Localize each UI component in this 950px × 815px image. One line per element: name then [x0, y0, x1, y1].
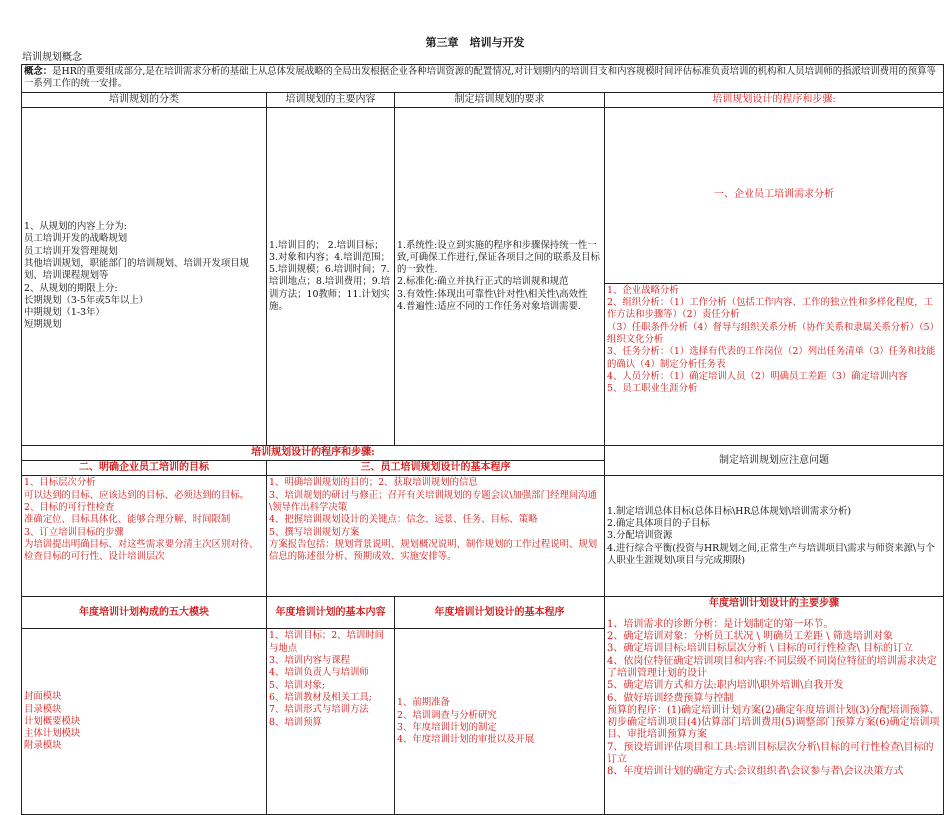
annual-content-line: 8、培训预算	[269, 716, 322, 728]
content-header: 培训规划的主要内容	[267, 92, 395, 107]
classification-header: 培训规划的分类	[22, 92, 267, 107]
notes-cell	[605, 476, 944, 597]
basic-procedure-line: 5、撰写培训规划方案	[269, 526, 360, 538]
annual-content-line: 4、培训负责人与培训师	[269, 667, 369, 679]
annual-step-line: 4、依岗位特征确定培训项目和内容:不同层级不同岗位特征的培训需求决定了培训管理计划的设计	[607, 655, 937, 679]
notes-line: 1.制定培训总体目标(总体目标\HR总体规划\培训需求分析)	[607, 505, 852, 517]
annual-design-line: 4、年度培训计划的审批以及开展	[397, 734, 535, 746]
basic-procedure-line: 4、把握培训规划设计的关键点：信念、远景、任务、目标、策略	[269, 514, 538, 526]
classification-line: 员工培训开发的战略规划	[24, 233, 128, 245]
goal-line: 准确定位、目标具体化、能够合理分解、时间限制	[24, 514, 231, 526]
basic-procedure-line: 3、培训规划的研讨与修正；召开有关培训规划的专题会议\加强部门经理间沟通\领导作出科学决策	[269, 489, 597, 514]
classification-line: 2、从规划的期限上分:	[24, 282, 118, 294]
annual-design-header: 年度培训计划设计的基本程序	[395, 597, 605, 629]
notes-line: 2.确定具体项目的子目标	[607, 518, 710, 530]
goal-line: 1、目标层次分析	[24, 477, 96, 489]
concept-cell	[22, 65, 944, 93]
needs-analysis-line: 5、员工职业生涯分析	[607, 383, 698, 395]
goal-cell	[22, 476, 267, 597]
needs-analysis-header: 一、企业员工培训需求分析	[605, 107, 944, 283]
annual-step-line: 5、确定培训方式和方法:职内培训\职外培训\自我开发	[607, 680, 844, 692]
module-line: 附录模块	[24, 740, 62, 752]
goal-line: 可以达到的目标、应该达到的目标、必须达到的目标。	[24, 489, 250, 501]
goal-line: 3、订立培训目标的步骤	[24, 526, 124, 538]
content-text: 1.培训目的； 2.培训目标；3.对象和内容；4.培训范围；5.培训规模；6.培训时间；7.培训地点；8.培训费用；9.培训方法；10教师；11.计划实施。	[269, 239, 391, 312]
notes-line: 3.分配培训资源	[607, 530, 673, 542]
requirement-line: 3.有效性:体现出可靠性\针对性\相关性\高效性	[397, 288, 588, 300]
basic-procedure-line: 方案报告包括：规划背景说明、规划概况说明、制作规划的工作过程说明、规划信息的陈述很分析、预期成效、实施安排等。	[269, 538, 598, 563]
needs-analysis-line: 2、组织分析：（1）工作分析（包括工作内容、工作的独立性和多样化程度，工作方法和步骤等）（2）责任分析	[607, 297, 933, 321]
needs-analysis-cell	[605, 283, 944, 445]
annual-step-line: 7、预设培训评估项目和工具:培训目标层次分析\目标的可行性检查\目标的订立	[607, 741, 934, 766]
notes-header: 制定培训规划应注意问题	[605, 445, 944, 476]
design-procedure-header: 培训规划设计的程序和步骤:	[22, 445, 605, 460]
planning-table	[21, 64, 944, 815]
needs-analysis-line: 4、人员分析：（1）确定培训人员（2）明确员工差距（3）确定培训内容	[607, 370, 908, 382]
annual-design-cell	[395, 629, 605, 815]
classification-line: 其他培训规划，职能部门的培训规划、培训开发项目规划、培训课程规划等	[24, 257, 250, 282]
classification-line: 1、从规划的内容上分为:	[24, 221, 127, 233]
annual-content-line: 7、培训形式与培训方法	[269, 704, 369, 716]
chapter-title: 第三章 培训与开发	[425, 36, 525, 49]
requirements-header: 制定培训规划的要求	[395, 92, 605, 107]
modules-cell	[22, 629, 267, 815]
basic-procedure-header: 三、员工培训规划设计的基本程序	[267, 461, 605, 476]
annual-content-line: 5、培训对象;	[269, 679, 325, 691]
needs-analysis-line: 1、企业战略分析	[607, 284, 679, 296]
module-line: 计划概要模块	[24, 715, 81, 727]
classification-line: 员工培训开发管理规划	[24, 245, 118, 257]
classification-line: 短期规划	[24, 319, 62, 331]
goal-line: 2、目标的可行性检查	[24, 502, 115, 514]
needs-analysis-line: 3、任务分析：（1）选择有代表的工作岗位（2）列出任务清单（3）任务和技能的确认（4）制定分析任务表	[607, 346, 936, 370]
annual-step-line: 8、年度培训计划的确定方式:会议组织者\会议参与者\会议决策方式	[607, 766, 904, 778]
requirements-cell	[395, 107, 605, 445]
annual-content-line: 6、培训教材及相关工具;	[269, 691, 372, 703]
annual-content-line: 3、培训内容与课程	[269, 655, 350, 667]
annual-steps-cell	[605, 597, 944, 815]
annual-content-line: 1、培训目标；2、培训时间与地点	[269, 630, 385, 654]
content-cell	[267, 107, 395, 445]
needs-analysis-line: （3）任职条件分析（4）督导与组织关系分析（协作关系和隶属关系分析）（5）组织文化分析	[607, 321, 939, 346]
basic-procedure-cell	[267, 476, 605, 597]
module-line: 主体计划模块	[24, 728, 81, 740]
classification-line: 中期规划（1-3年）	[24, 307, 105, 319]
goal-header: 二、明确企业员工培训的目标	[22, 461, 267, 476]
annual-step-line: 1、培训需求的诊断分析：是计划制定的第一环节。	[607, 618, 834, 630]
notes-line: 4.进行综合平衡(投资与HR规划之间,正常生产与培训项目\需求与师资来源\与个人职业生涯规划\项目与完成期限)	[607, 542, 935, 566]
concept-text: 是HR的重要组成部分,是在培训需求分析的基础上从总体发展战略的全局出发根据企业各种培训资源的配置情况,对计划期内的培训目支和内容规模时间评估标准负责培训的机构和人员培训师的指派培训费用的预算等一系列工作的统一安排。	[24, 66, 936, 90]
requirement-line: 4.普遍性:适应不同的工作任务对象培训需要.	[397, 300, 581, 312]
annual-design-line: 3、年度培训计划的制定	[397, 721, 497, 733]
annual-design-line: 1、前期准备	[397, 697, 450, 709]
annual-step-line: 预算的程序：(1)确定培训计划方案(2)确定年度培训计划(3)分配培训预算、初步确定培训项目(4)估算部门培训费用(5)调整部门预算方案(6)确定培训项目、审批培训预算方案	[607, 704, 940, 741]
section-title: 培训规划概念	[22, 52, 82, 63]
annual-content-header: 年度培训计划的基本内容	[267, 597, 395, 629]
concept-label: 概念：	[24, 66, 53, 77]
annual-step-line: 6、做好培训经费预算与控制	[607, 692, 734, 704]
procedure-header: 培训规划设计的程序和步骤:	[605, 92, 944, 107]
basic-procedure-line: 1、明确培训规划的目的；2、获取培训规划的信息	[269, 477, 478, 489]
goal-line: 为培训提出明确目标、对这些需求要分清主次区别对待、检查目标的可行性、设计培训层次	[24, 538, 259, 563]
classification-cell	[22, 107, 267, 445]
annual-content-cell	[267, 629, 395, 815]
module-line: 封面模块	[24, 691, 62, 703]
requirement-line: 2.标准化:确立并执行正式的培训规和规范	[397, 276, 569, 288]
annual-step-line: 2、确定培训对象：分析员工状况 \ 明确员工差距 \ 筛选培训对象	[607, 631, 893, 643]
requirement-line: 1.系统性:设立到实施的程序和步骤保持统一性一致,可确保工作进行,保证各项目之间的联系及目标的一致性.	[397, 239, 600, 276]
annual-step-line: 3、确定培训目标:培训目标层次分析 \ 目标的可行性检查\ 目标的订立	[607, 643, 914, 655]
annual-steps-header: 年度培训计划设计的主要步骤	[709, 598, 840, 610]
classification-line: 长期规划（3-5年或5年以上）	[24, 294, 149, 306]
annual-design-line: 2、培训调查与分析研究	[397, 709, 497, 721]
module-line: 目录模块	[24, 703, 62, 715]
modules-header: 年度培训计划构成的五大模块	[22, 597, 267, 629]
